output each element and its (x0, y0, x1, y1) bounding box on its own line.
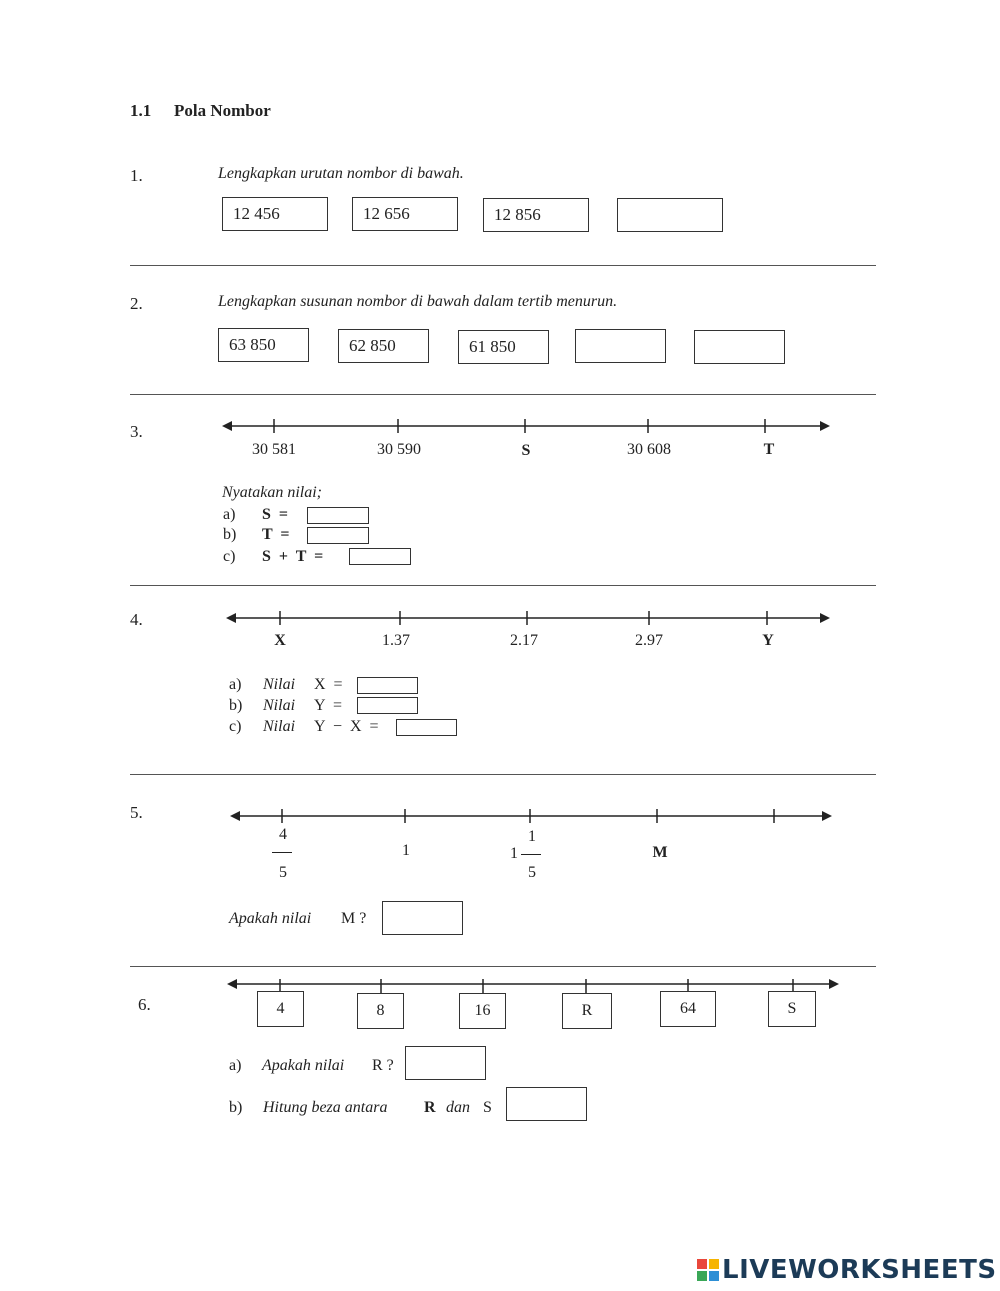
sequence-box: 62 850 (338, 329, 429, 363)
fraction-numerator: 1 (528, 828, 536, 845)
part-letter: c) (229, 718, 242, 735)
sequence-box: 12 856 (483, 198, 589, 232)
fraction-bar (272, 852, 292, 853)
part-conjunction: dan (446, 1099, 470, 1116)
answer-input[interactable] (506, 1087, 587, 1121)
section-title: Pola Nombor (174, 101, 271, 120)
answer-input[interactable] (694, 330, 785, 364)
fraction-bar (521, 854, 541, 855)
part-text: Hitung beza antara (263, 1099, 388, 1116)
number-line-label: 30 581 (252, 441, 296, 458)
part-letter: c) (223, 548, 236, 565)
part-letter: b) (229, 1099, 243, 1116)
number-line-label: M (652, 844, 668, 861)
question-number: 1. (130, 166, 143, 185)
part-expression: T = (262, 526, 290, 543)
section-divider (130, 774, 876, 775)
fraction-denominator: 5 (528, 864, 536, 881)
number-line-label: 1.37 (382, 632, 410, 649)
answer-input[interactable] (357, 677, 418, 694)
section-divider (130, 966, 876, 967)
number-line-label: 30 590 (377, 441, 421, 458)
sequence-box: S (768, 991, 816, 1027)
brand-name: LIVEWORKSHEETS (722, 1255, 997, 1285)
answer-input[interactable] (396, 719, 457, 736)
sequence-box: 61 850 (458, 330, 549, 364)
number-line-label: 2.17 (510, 632, 538, 649)
part-letter: a) (229, 1057, 242, 1074)
sequence-box: 64 (660, 991, 716, 1027)
question-number: 6. (138, 995, 151, 1014)
number-line-label: S (521, 442, 531, 459)
part-text: Apakah nilai (262, 1057, 345, 1074)
part-expression: X = (314, 676, 343, 693)
sequence-box: 63 850 (218, 328, 309, 362)
sequence-box: R (562, 993, 612, 1029)
question-variable: M ? (341, 910, 367, 927)
question-number: 4. (130, 610, 143, 629)
question-text: Apakah nilai (229, 910, 312, 927)
sequence-box: 12 456 (222, 197, 328, 231)
part-expression: Y = (314, 697, 342, 714)
part-letter: a) (223, 506, 236, 523)
question-number: 2. (130, 294, 143, 313)
answer-input[interactable] (617, 198, 723, 232)
question-number: 5. (130, 803, 143, 822)
fraction-numerator: 4 (279, 826, 287, 843)
part-expression: S = (262, 506, 289, 523)
question-instruction: Lengkapkan urutan nombor di bawah. (218, 165, 464, 182)
part-word: Nilai (263, 697, 296, 714)
brand-logo (697, 1255, 997, 1285)
number-line-label: X (274, 632, 286, 649)
number-line (230, 806, 834, 828)
sequence-box: 4 (257, 991, 304, 1027)
number-line-label: 1 (402, 842, 410, 859)
answer-input[interactable] (405, 1046, 486, 1080)
number-line (226, 608, 832, 630)
part-variable: S (483, 1099, 492, 1116)
part-letter: a) (229, 676, 242, 693)
number-line-label: T (763, 441, 775, 458)
part-variable: R (424, 1099, 436, 1116)
section-divider (130, 265, 876, 266)
mixed-whole: 1 (510, 845, 518, 862)
number-line (222, 416, 832, 438)
section-divider (130, 394, 876, 395)
part-expression: S + T = (262, 548, 324, 565)
sequence-box: 8 (357, 993, 404, 1029)
sequence-box: 12 656 (352, 197, 458, 231)
part-letter: b) (229, 697, 243, 714)
answer-input[interactable] (382, 901, 463, 935)
number-line (227, 974, 841, 996)
section-divider (130, 585, 876, 586)
answer-input[interactable] (575, 329, 666, 363)
part-letter: b) (223, 526, 237, 543)
answer-input[interactable] (307, 507, 369, 524)
answer-input[interactable] (349, 548, 411, 565)
question-number: 3. (130, 422, 143, 441)
answer-input[interactable] (357, 697, 418, 714)
number-line-label: 30 608 (627, 441, 671, 458)
number-line-label: 2.97 (635, 632, 663, 649)
sequence-box: 16 (459, 993, 506, 1029)
liveworksheets-icon (697, 1259, 719, 1281)
part-word: Nilai (263, 676, 296, 693)
prompt-text: Nyatakan nilai; (222, 484, 322, 501)
part-expression: Y − X = (314, 718, 379, 735)
section-number: 1.1 (130, 101, 152, 120)
fraction-denominator: 5 (279, 864, 287, 881)
answer-input[interactable] (307, 527, 369, 544)
part-word: Nilai (263, 718, 296, 735)
part-variable: R ? (372, 1057, 394, 1074)
question-instruction: Lengkapkan susunan nombor di bawah dalam tertib menurun. (218, 293, 618, 310)
number-line-label: Y (762, 632, 774, 649)
